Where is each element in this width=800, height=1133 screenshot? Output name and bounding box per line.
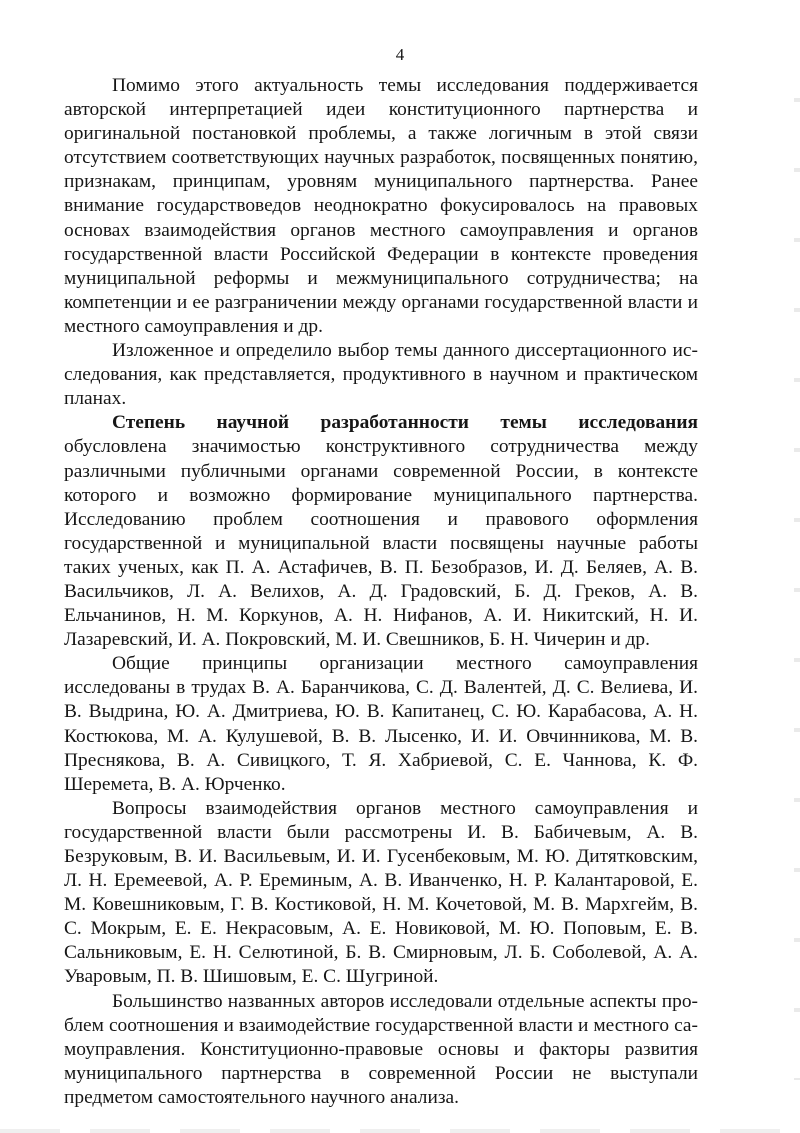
scan-bottom-artifact: [0, 1129, 800, 1133]
paragraph-research-degree-text: обусловлена значимостью конструктивного сотрудничества между различными публичными органами современной России, в контексте которого и возможно формирование муниципального партнерства. Исследованию проблем соотношения и правового оформления государственной и муниципальной власти посвящены научные работы таких ученых, как П. А. Астафичев, В. П. Безобразов, И. Д. Беляев, А. В. Васильчиков, Л. А. Велихов, А. Д. Градовский, Б. Д. Греков, А. В. Ельчанинов, Н. М. Коркунов, А. Н. Нифанов, А. И. Никитский, Н. И. Лазаревский, И. А. Покровский, М. И. Свешников, Б. Н. Чичерин и др.: [64, 436, 698, 651]
paragraph-interaction-questions: Вопросы взаимодействия органов местного самоуправления и государственной власти были рассмотрены И. В. Бабичевым, А. В. Безруковым, В. И. Васильевым, И. И. Гусенбековым, М. Ю. Дитятковским, Л. Н. Еремеевой, А. Р. Ереминым, А. В. Иванченко, Н. Р. Калантаровой, Е. М. Ковешниковым, Г. В. Костиковой, Н. М. Кочетовой, М. В. Мархгейм, В. С. Мокрым, Е. Е. Некрасовым, А. Е. Новиковой, М. Ю. Поповым, Е. В. Сальниковым, Е. Н. Селютиной, Б. В. Смирновым, Л. Б. Соболевой, А. А. Уваровым, П. В. Шишовым, Е. С. Шугриной.: [64, 797, 698, 988]
paragraph-heading: Степень научной разработанности темы исследования: [112, 412, 698, 434]
paragraph-topic-choice: Изложенное и определило выбор темы данного диссертационного исследования, как представляется, продуктивного в научном и практическом планах.: [64, 340, 698, 410]
paragraph-conclusion: Большинство названных авторов исследовали отдельные аспекты проблем соотношения и взаимодействие государственной власти и местного самоуправления. Конституционно-правовые основы и факторы развития муниципального партнерства в современной России не выступали предметом самостоятельного научного анализа.: [64, 990, 698, 1108]
paragraph-general-principles: Общие принципы организации местного самоуправления исследованы в трудах В. А. Баранчикова, С. Д. Валентей, Д. С. Велиева, И. В. Выдрина, Ю. А. Дмитриева, Ю. В. Капитанец, С. Ю. Карабасова, А. Н. Костюкова, М. А. Кулушевой, В. В. Лысенко, И. И. Овчинникова, М. В. Преснякова, В. А. Сивицкого, Т. Я. Хабриевой, С. Е. Чаннова, К. Ф. Шеремета, В. А. Юрченко.: [64, 653, 698, 795]
body-text: [64, 74, 698, 1110]
scan-edge-artifact: [794, 60, 800, 1080]
paragraph-research-degree: [64, 411, 698, 652]
paragraph-relevance: Помимо этого актуальность темы исследования поддерживается авторской интерпретацией идеи конституционного партнерства и оригинальной постановкой проблемы, а также логичным в этой связи отсутствием соответствующих научных разработок, посвященных понятию, признакам, принципам, уровням муниципального партнерства. Ранее внимание государствоведов неоднократно фокусировалось на правовых основах взаимодействия органов местного самоуправления и органов государственной власти Российской Федерации в контексте проведения муниципальной реформы и межмуниципального сотрудничества; на компетенции и ее разграничении между органами государственной власти и местного самоуправления и др.: [64, 75, 698, 337]
page-number: 4: [395, 45, 405, 64]
